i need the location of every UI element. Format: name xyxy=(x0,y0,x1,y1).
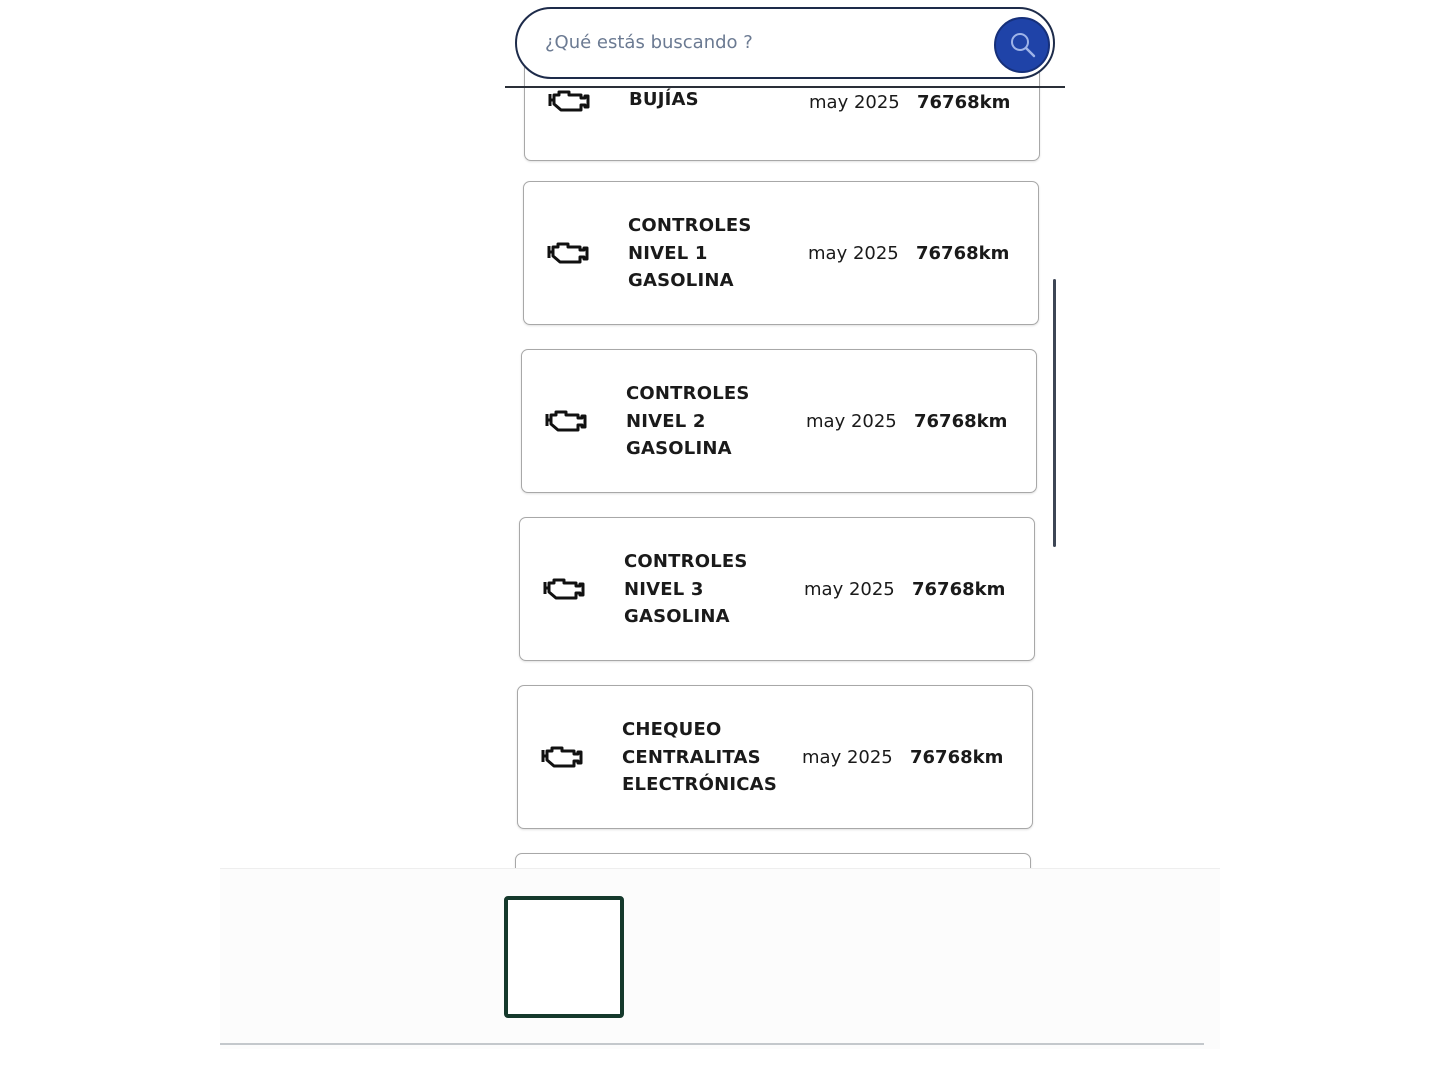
list-item[interactable] xyxy=(523,181,1039,325)
item-km: 76768km xyxy=(910,747,1004,768)
item-name: BUJÍAS xyxy=(629,89,699,110)
search-input[interactable] xyxy=(543,31,967,54)
home-nav-button[interactable] xyxy=(504,896,624,1018)
item-name: CONTROLES NIVEL 2 GASOLINA xyxy=(626,383,750,459)
list-item[interactable] xyxy=(519,517,1035,661)
search-icon xyxy=(1009,31,1037,59)
item-name: CONTROLES NIVEL 1 GASOLINA xyxy=(628,215,752,291)
item-km: 76768km xyxy=(912,579,1006,600)
bottom-divider xyxy=(220,1043,1204,1045)
item-date: may 2025 xyxy=(802,747,893,768)
engine-icon xyxy=(540,740,586,772)
engine-icon xyxy=(547,84,593,116)
scrollbar[interactable] xyxy=(1053,279,1056,547)
item-date: may 2025 xyxy=(806,411,897,432)
search-bar xyxy=(515,7,1055,79)
item-km: 76768km xyxy=(914,411,1008,432)
item-date: may 2025 xyxy=(808,243,899,264)
search-divider xyxy=(505,86,1065,88)
item-name: CONTROLES NIVEL 3 GASOLINA xyxy=(624,551,748,627)
bottom-navigation xyxy=(220,868,1220,1049)
list-item[interactable] xyxy=(521,349,1037,493)
item-name: CHEQUEO CENTRALITAS ELECTRÓNICAS xyxy=(622,719,777,795)
item-date: may 2025 xyxy=(804,579,895,600)
engine-icon xyxy=(544,404,590,436)
item-date: may 2025 xyxy=(809,92,900,113)
search-button[interactable] xyxy=(994,17,1050,73)
engine-icon xyxy=(546,236,592,268)
list-item[interactable] xyxy=(517,685,1033,829)
item-km: 76768km xyxy=(917,92,1011,113)
item-km: 76768km xyxy=(916,243,1010,264)
engine-icon xyxy=(542,572,588,604)
